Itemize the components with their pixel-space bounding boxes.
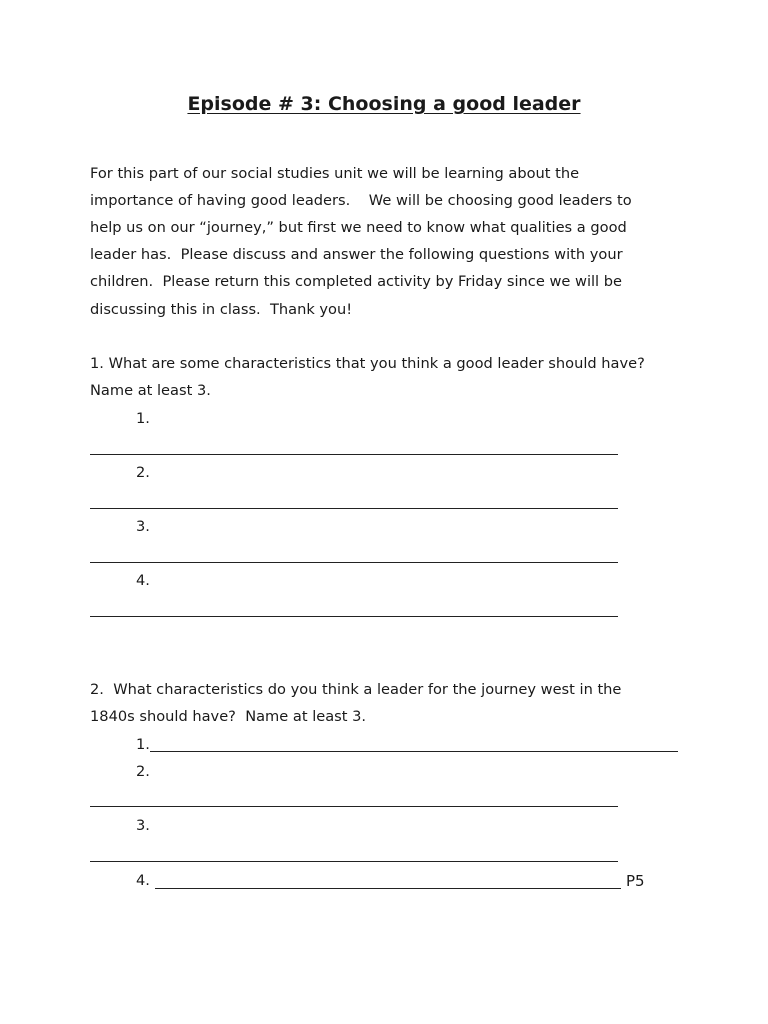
question-1-text: Name at least 3. (90, 382, 211, 399)
intro-line: leader has. Please discuss and answer the following questions with your (90, 246, 623, 263)
question-1-text: 1. What are some characteristics that you think a good leader should have? (90, 355, 645, 372)
question-2-text: 1840s should have? Name at least 3. (90, 708, 367, 725)
q1-answer-line-4[interactable] (90, 616, 618, 617)
q1-answer-line-1[interactable] (90, 454, 618, 455)
intro-line: discussing this in class. Thank you! (90, 301, 353, 318)
page-title: Episode # 3: Choosing a good leader (187, 93, 581, 115)
page-mark: P5 (626, 872, 645, 890)
intro-line: help us on our “journey,” but first we need to know what qualities a good (90, 219, 627, 236)
q2-answer-line-4[interactable] (155, 888, 621, 889)
q2-item-number: 3. (136, 817, 150, 834)
q1-answer-line-2[interactable] (90, 508, 618, 509)
q2-item-number: 2. (136, 763, 150, 780)
intro-line: children. Please return this completed activity by Friday since we will be (90, 273, 622, 290)
q2-answer-line-3[interactable] (90, 861, 618, 862)
intro-line: importance of having good leaders. We will be choosing good leaders to (90, 192, 632, 209)
q2-item-number: 4. (136, 872, 150, 889)
q2-answer-line-1[interactable] (150, 751, 678, 752)
q1-item-number: 2. (136, 464, 150, 481)
q1-answer-line-3[interactable] (90, 562, 618, 563)
q1-item-number: 3. (136, 518, 150, 535)
intro-line: For this part of our social studies unit we will be learning about the (90, 165, 580, 182)
q1-item-number: 1. (136, 410, 150, 427)
q1-item-number: 4. (136, 572, 150, 589)
question-2-text: 2. What characteristics do you think a leader for the journey west in the (90, 681, 622, 698)
q2-item-number: 1. (136, 736, 150, 753)
q2-answer-line-2[interactable] (90, 806, 618, 807)
